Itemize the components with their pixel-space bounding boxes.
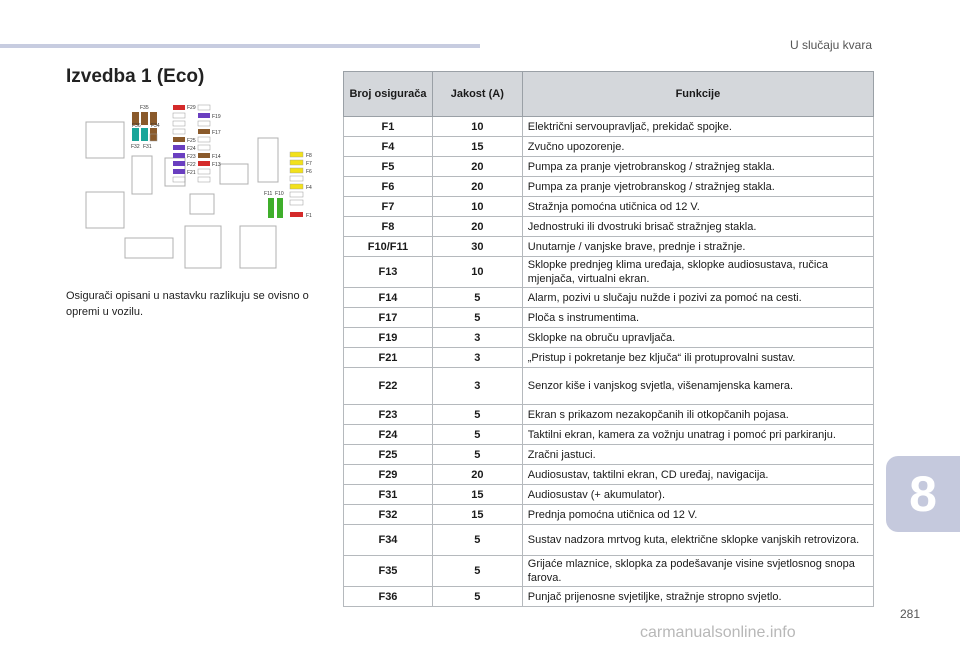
fuse-number: F1 <box>344 117 433 137</box>
table-row <box>344 257 874 288</box>
label-f31: F31 <box>143 144 152 150</box>
fuse-function: Audiosustav, taktilni ekran, CD uređaj, navigacija. <box>522 465 873 485</box>
fuse-function: Jednostruki ili dvostruki brisač stražnjeg stakla. <box>522 217 873 237</box>
page-number: 281 <box>900 607 921 621</box>
fuse-function: Alarm, pozivi u slučaju nužde i pozivi za pomoć na cesti. <box>522 288 873 308</box>
table-row <box>344 556 874 587</box>
fuse-amps: 10 <box>432 197 522 217</box>
fuse-number: F14 <box>344 288 433 308</box>
label-f19: F19 <box>212 114 221 120</box>
fuse-function: Grijaće mlaznice, sklopka za podešavanje visine svjetlosnog snopa farova. <box>522 556 873 587</box>
fuse-amps: 5 <box>432 308 522 328</box>
relay-block <box>132 156 152 194</box>
header-fuse-number: Broj osigurača <box>344 72 433 117</box>
section-header: U slučaju kvara <box>789 38 872 52</box>
label-f23: F23 <box>187 154 196 160</box>
fuse-number: F21 <box>344 348 433 368</box>
label-f4: F4 <box>306 185 312 191</box>
label-f29: F29 <box>187 105 196 111</box>
table-row <box>344 368 874 405</box>
fuse-number: F35 <box>344 556 433 587</box>
page-title: Izvedba 1 (Eco) <box>66 66 205 87</box>
label-f11: F11 <box>264 191 273 197</box>
fuse-number: F5 <box>344 157 433 177</box>
fuse-function: Pumpa za pranje vjetrobranskog / stražnjeg stakla. <box>522 177 873 197</box>
fuse-number: F8 <box>344 217 433 237</box>
fuse-amps: 3 <box>432 328 522 348</box>
fuse-function: Stražnja pomoćna utičnica od 12 V. <box>522 197 873 217</box>
label-f10: F10 <box>275 191 284 197</box>
fuse-number: F32 <box>344 505 433 525</box>
fuse-amps: 20 <box>432 177 522 197</box>
label-f6: F6 <box>306 169 312 175</box>
fuse-number: F34 <box>344 525 433 556</box>
fuse-number: F31 <box>344 485 433 505</box>
fuse-group-top-left <box>131 105 160 150</box>
label-f8: F8 <box>306 153 312 159</box>
fuse-amps: 15 <box>432 505 522 525</box>
fuse-function: Sustav nadzora mrtvog kuta, električne sklopke vanjskih retrovizora. <box>522 525 873 556</box>
table-row <box>344 328 874 348</box>
fuse-table <box>343 71 874 607</box>
table-row <box>344 177 874 197</box>
table-row <box>344 587 874 607</box>
fuse-number: F4 <box>344 137 433 157</box>
fuse-function: Pumpa za pranje vjetrobranskog / stražnjeg stakla. <box>522 157 873 177</box>
relay-block <box>258 138 278 182</box>
fuse-number: F17 <box>344 308 433 328</box>
fuse-number: F10/F11 <box>344 237 433 257</box>
fuse-number: F36 <box>344 587 433 607</box>
fuse-amps: 30 <box>432 237 522 257</box>
relay-block <box>86 192 124 228</box>
label-f35: F35 <box>140 105 149 111</box>
table-row <box>344 157 874 177</box>
relay-block <box>86 122 124 158</box>
table-row <box>344 505 874 525</box>
table-row <box>344 348 874 368</box>
fuse-amps: 3 <box>432 348 522 368</box>
table-row <box>344 425 874 445</box>
fuse-amps: 5 <box>432 288 522 308</box>
label-f25: F25 <box>187 138 196 144</box>
fuse-function: Ekran s prikazom nezakopčanih ili otkopčanih pojasa. <box>522 405 873 425</box>
fuse-function: Sklopke na obruču upravljača. <box>522 328 873 348</box>
relay-block <box>220 164 248 184</box>
fuse-function: Senzor kiše i vanjskog svjetla, višenamjenska kamera. <box>522 368 873 405</box>
label-f34: F34 <box>151 123 160 129</box>
fuse-amps: 10 <box>432 257 522 288</box>
fuse-box-diagram <box>70 98 330 278</box>
fuse-number: F29 <box>344 465 433 485</box>
fuse-function: Punjač prijenosne svjetiljke, stražnje stropno svjetlo. <box>522 587 873 607</box>
fuse-column-middle <box>173 105 221 182</box>
fuse-number: F22 <box>344 368 433 405</box>
watermark-text: carmanualsonline.info <box>640 624 796 641</box>
table-row <box>344 217 874 237</box>
label-f32: F32 <box>131 144 140 150</box>
label-f13: F13 <box>212 162 221 168</box>
fuse-function: Zvučno upozorenje. <box>522 137 873 157</box>
table-row <box>344 465 874 485</box>
header-current: Jakost (A) <box>432 72 522 117</box>
relay-block <box>190 194 214 214</box>
fuse-column-right <box>290 152 312 219</box>
fuse-amps: 15 <box>432 137 522 157</box>
chapter-tab: 8 <box>886 456 960 532</box>
label-f36: F36 <box>132 123 141 129</box>
fuse-function: Taktilni ekran, kamera za vožnju unatrag i pomoć pri parkiranju. <box>522 425 873 445</box>
fuse-amps: 5 <box>432 425 522 445</box>
fuse-amps: 20 <box>432 217 522 237</box>
table-row <box>344 308 874 328</box>
fuse-number: F13 <box>344 257 433 288</box>
fuse-amps: 5 <box>432 445 522 465</box>
fuse-amps: 10 <box>432 117 522 137</box>
fuse-function: Električni servoupravljač, prekidač spojke. <box>522 117 873 137</box>
fuse-amps: 3 <box>432 368 522 405</box>
fuse-pair-green <box>264 191 284 218</box>
header-functions: Funkcije <box>522 72 873 117</box>
top-accent-bar <box>0 44 480 48</box>
fuse-amps: 5 <box>432 587 522 607</box>
label-f1: F1 <box>306 213 312 219</box>
table-row <box>344 525 874 556</box>
fuse-amps: 5 <box>432 556 522 587</box>
fuse-function: Audiosustav (+ akumulator). <box>522 485 873 505</box>
fuse-number: F7 <box>344 197 433 217</box>
fuse-amps: 20 <box>432 465 522 485</box>
label-f22: F22 <box>187 162 196 168</box>
label-f21: F21 <box>187 170 196 176</box>
fuse-number: F6 <box>344 177 433 197</box>
table-row <box>344 485 874 505</box>
fuse-function: Zračni jastuci. <box>522 445 873 465</box>
table-row <box>344 237 874 257</box>
fuse-number: F23 <box>344 405 433 425</box>
fuse-function: „Pristup i pokretanje bez ključa“ ili protuprovalni sustav. <box>522 348 873 368</box>
fuse-function: Sklopke prednjeg klima uređaja, sklopke audiosustava, ručica mjenjača, virtualni ekran. <box>522 257 873 288</box>
table-row <box>344 288 874 308</box>
fuse-function: Ploča s instrumentima. <box>522 308 873 328</box>
fuse-amps: 5 <box>432 525 522 556</box>
table-row <box>344 405 874 425</box>
fuse-amps: 5 <box>432 405 522 425</box>
table-row <box>344 197 874 217</box>
relay-block <box>185 226 221 268</box>
label-f17: F17 <box>212 130 221 136</box>
fuse-function: Prednja pomoćna utičnica od 12 V. <box>522 505 873 525</box>
relay-block <box>125 238 173 258</box>
fuse-amps: 20 <box>432 157 522 177</box>
table-row <box>344 137 874 157</box>
table-row <box>344 117 874 137</box>
label-f14: F14 <box>212 154 221 160</box>
caption-text: Osigurači opisani u nastavku razlikuju se ovisno o opremi u vozilu. <box>66 290 309 318</box>
label-f24: F24 <box>187 146 196 152</box>
fuse-number: F19 <box>344 328 433 348</box>
fuse-amps: 15 <box>432 485 522 505</box>
fuse-function: Unutarnje / vanjske brave, prednje i stražnje. <box>522 237 873 257</box>
label-f7: F7 <box>306 161 312 167</box>
table-row <box>344 445 874 465</box>
relay-block <box>240 226 276 268</box>
fuse-number: F25 <box>344 445 433 465</box>
fuse-number: F24 <box>344 425 433 445</box>
